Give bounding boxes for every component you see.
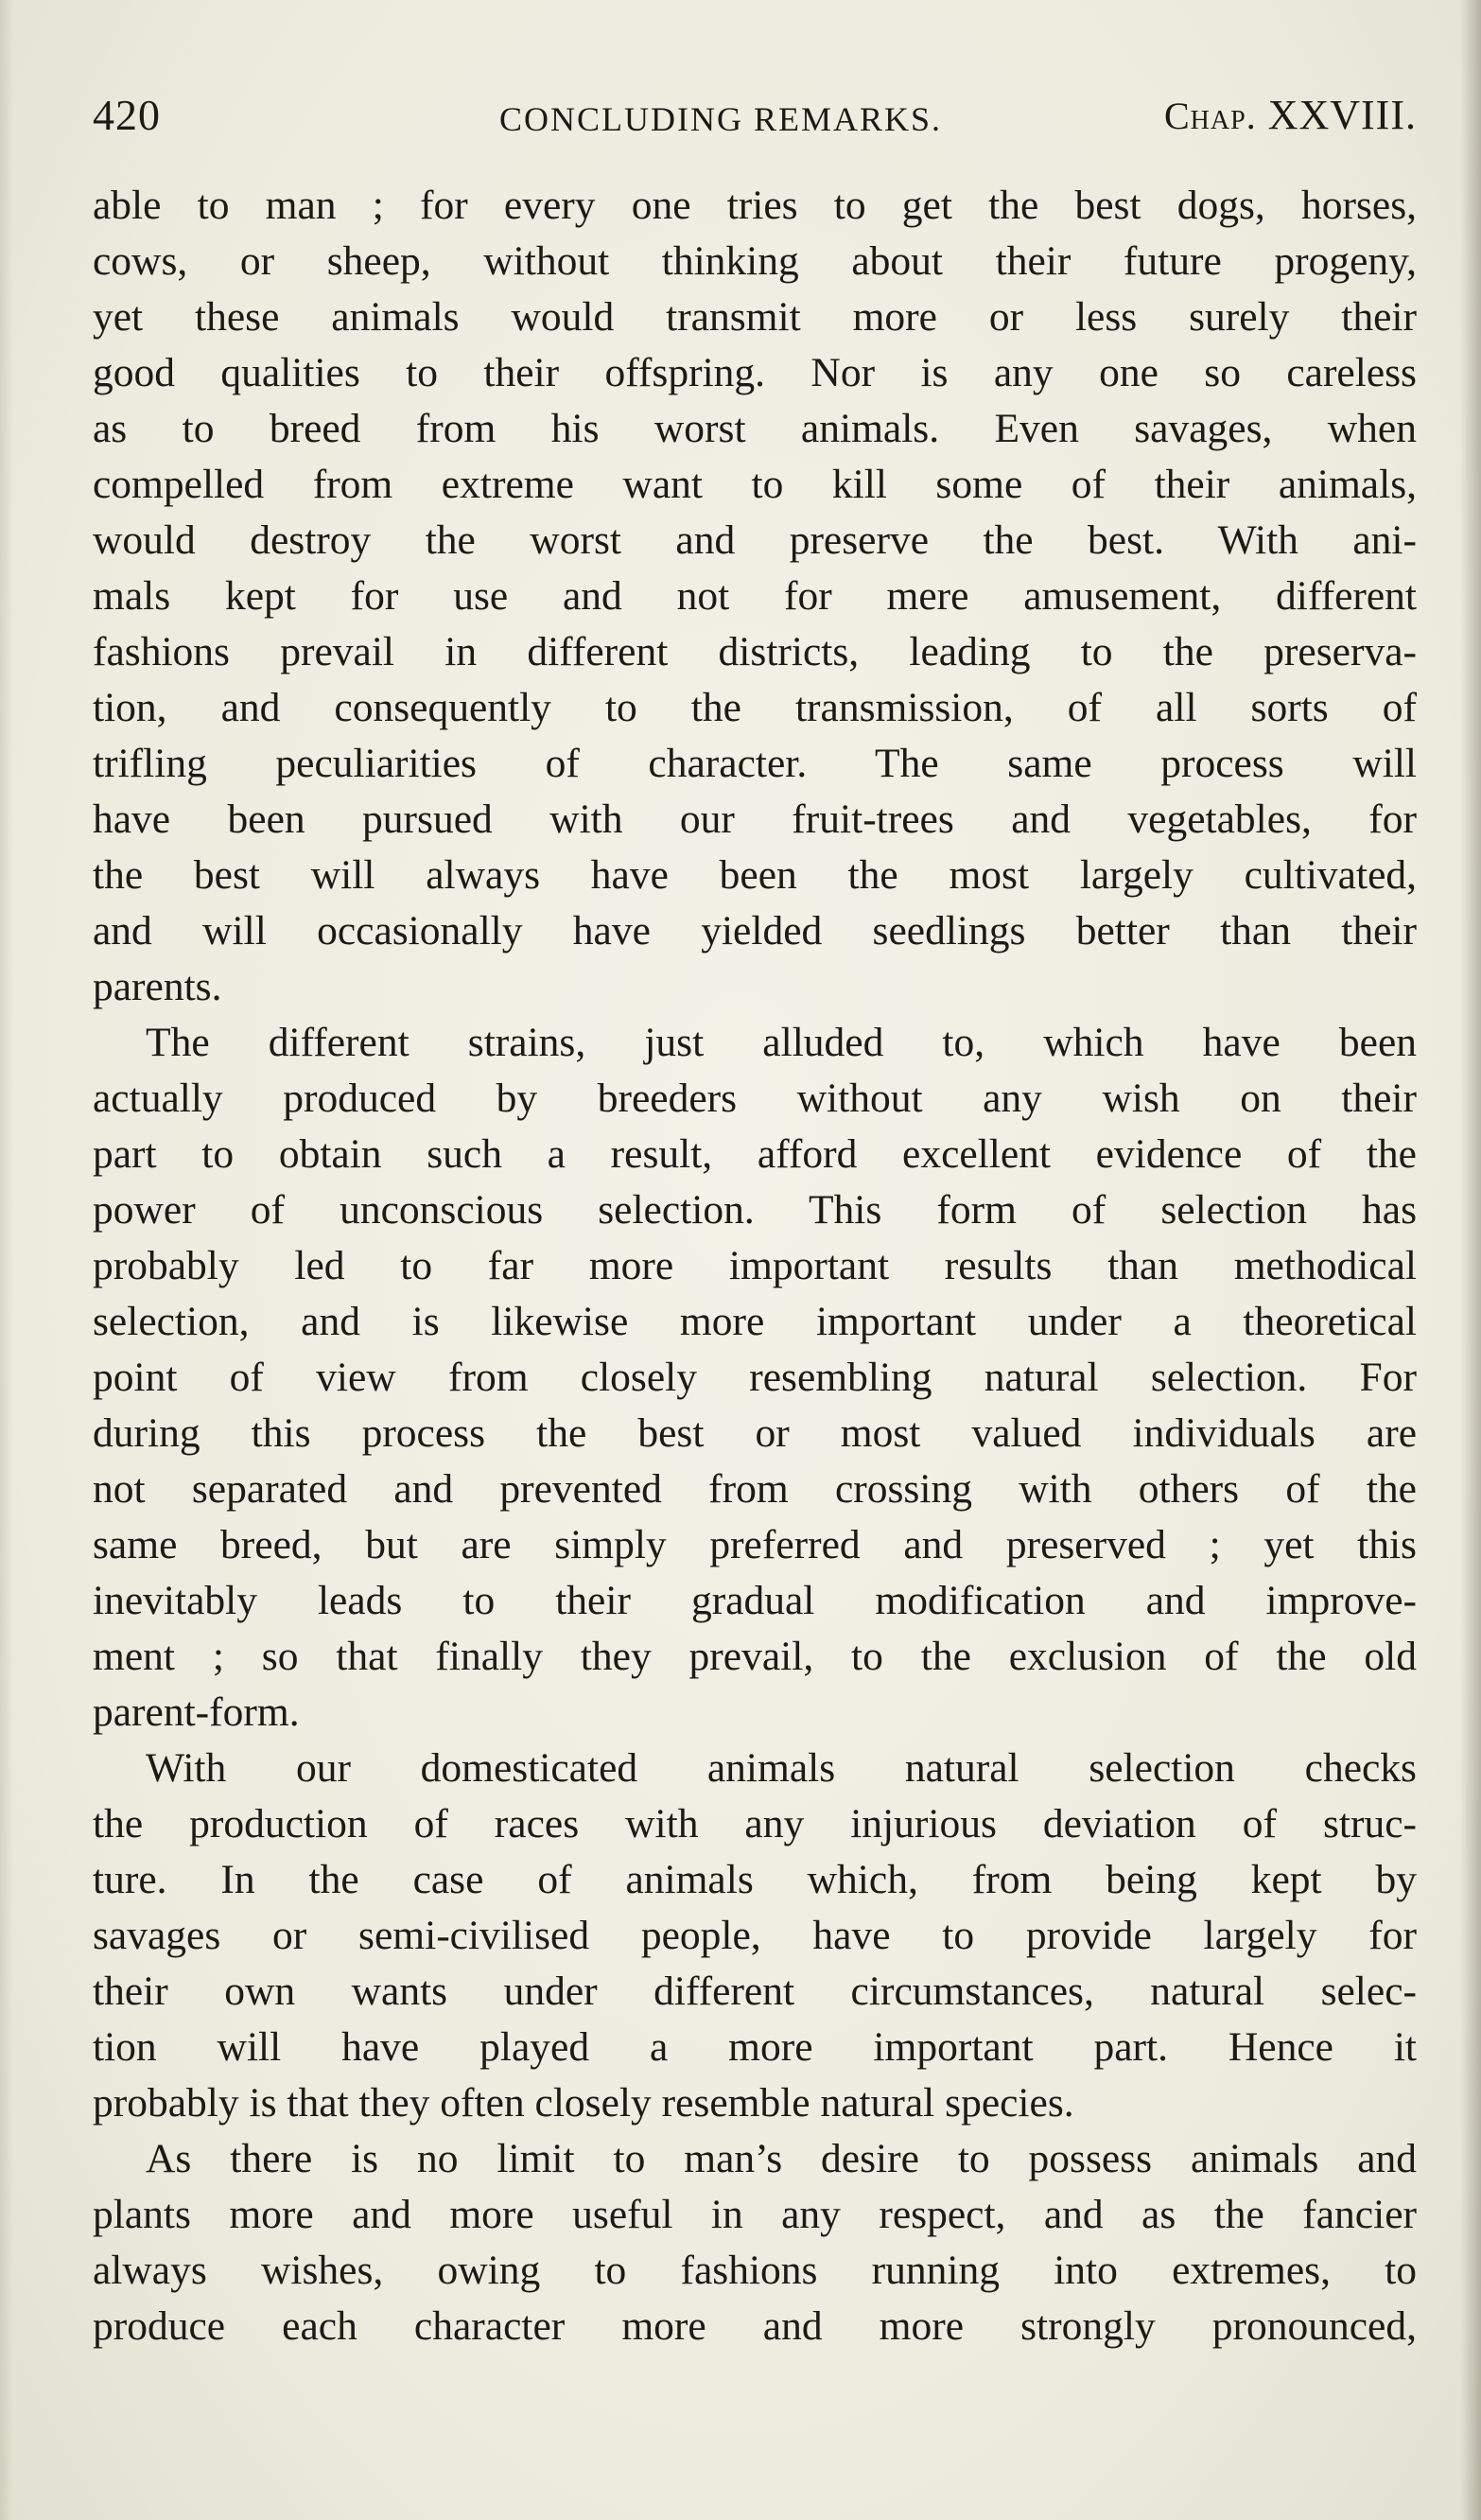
text-line: the best will always have been the most largely cultivated, <box>93 852 1417 898</box>
text-line: part to obtain such a result, afford excellent evidence of the <box>93 1131 1417 1177</box>
text-line: savages or semi-civilised people, have to provide largely for <box>93 1913 1417 1958</box>
page-header <box>93 87 1417 144</box>
text-line: ture. In the case of animals which, from being kept by <box>93 1857 1417 1902</box>
paragraph-end-line: probably is that they often closely resemble natural species. <box>93 2080 1074 2126</box>
text-line: during this process the best or most valued individuals are <box>93 1410 1417 1456</box>
page-number: 420 <box>93 91 161 139</box>
running-title: CONCLUDING REMARKS. <box>499 100 943 138</box>
text-line: have been pursued with our fruit-trees and vegetables, for <box>93 796 1417 842</box>
paragraph-end-line: parents. <box>93 964 222 1009</box>
text-line: not separated and prevented from crossing with others of the <box>93 1466 1417 1512</box>
text-line: point of view from closely resembling natural selection. For <box>93 1355 1417 1400</box>
text-line: ment ; so that finally they prevail, to the exclusion of the old <box>93 1634 1417 1679</box>
text-line: tion will have played a more important part. Hence it <box>93 2024 1417 2070</box>
paragraph-start-line: With our domesticated animals natural selection checks <box>146 1745 1417 1791</box>
text-line: compelled from extreme want to kill some of their animals, <box>93 462 1417 507</box>
paragraph-start-line: The different strains, just alluded to, which have been <box>146 1020 1417 1065</box>
text-line: would destroy the worst and preserve the best. With ani- <box>93 517 1417 563</box>
paragraph-start-line: As there is no limit to man’s desire to possess animals and <box>146 2136 1417 2181</box>
text-line: always wishes, owing to fashions running into extremes, to <box>93 2248 1417 2293</box>
text-line: cows, or sheep, without thinking about their future progeny, <box>93 238 1417 284</box>
text-line: selection, and is likewise more important under a theoretical <box>93 1299 1417 1344</box>
text-line: fashions prevail in different districts, leading to the preserva- <box>93 629 1417 674</box>
text-line: tion, and consequently to the transmission, of all sorts of <box>93 685 1417 730</box>
chapter-number: XXVIII. <box>1267 92 1417 138</box>
text-line: probably led to far more important results than methodical <box>93 1243 1417 1288</box>
text-line: same breed, but are simply preferred and preserved ; yet this <box>93 1522 1417 1567</box>
page-spine-shadow <box>1460 0 1481 2520</box>
text-line: and will occasionally have yielded seedlings better than their <box>93 908 1417 954</box>
text-line: trifling peculiarities of character. The same process will <box>93 741 1417 786</box>
text-line: mals kept for use and not for mere amusement, different <box>93 573 1417 619</box>
text-line: plants more and more useful in any respect, and as the fancier <box>93 2192 1417 2237</box>
chapter-reference <box>1164 87 1417 145</box>
text-line: able to man ; for every one tries to get the best dogs, horses, <box>93 183 1417 228</box>
body-text <box>93 178 1417 2354</box>
text-line: the production of races with any injurious deviation of struc- <box>93 1801 1417 1846</box>
text-line: as to breed from his worst animals. Even savages, when <box>93 406 1417 451</box>
paragraph-end-line: parent-form. <box>93 1689 300 1735</box>
text-line: yet these animals would transmit more or less surely their <box>93 294 1417 340</box>
text-line: produce each character more and more strongly pronounced, <box>93 2303 1417 2349</box>
page-left-edge-shadow <box>0 0 13 2520</box>
chapter-word: Chap. <box>1164 95 1257 137</box>
text-line: inevitably leads to their gradual modification and improve- <box>93 1578 1417 1623</box>
text-line: actually produced by breeders without any wish on their <box>93 1076 1417 1121</box>
text-line: their own wants under different circumstances, natural selec- <box>93 1969 1417 2014</box>
text-line: good qualities to their offspring. Nor is any one so careless <box>93 350 1417 395</box>
text-line: power of unconscious selection. This form of selection has <box>93 1187 1417 1233</box>
